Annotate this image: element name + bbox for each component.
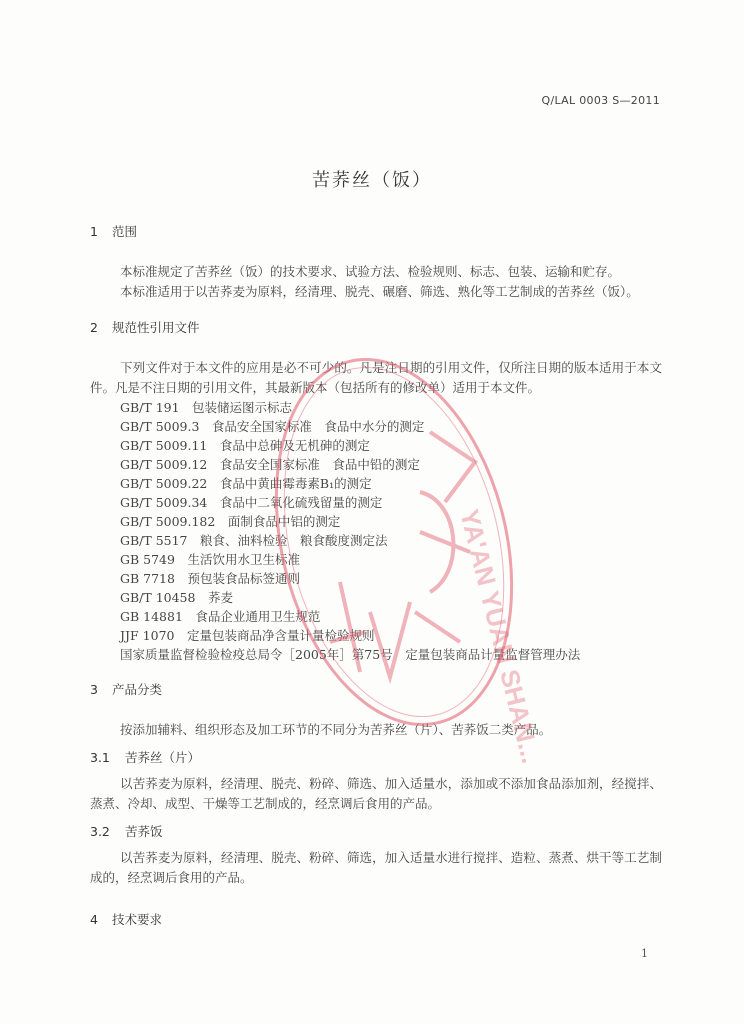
- reference-item: GB/T 5009.3 食品安全国家标准 食品中水分的测定: [120, 419, 425, 434]
- section-1-number: 1: [90, 224, 98, 239]
- section-2-heading: [90, 318, 662, 336]
- section-3-2-heading: [90, 822, 662, 840]
- reference-item: GB/T 5517 粮食、油料检验 粮食酸度测定法: [120, 533, 388, 548]
- section-3-2-text: 以苦荞麦为原料，经清理、脱壳、粉碎、筛选，加入适量水进行搅拌、造粒、蒸煮、烘干等工艺制成的，经烹调后食用的产品。: [90, 850, 662, 885]
- section-1-heading: [90, 222, 662, 240]
- reference-list: [90, 398, 662, 664]
- reference-item: GB 14881 食品企业通用卫生规范: [120, 609, 321, 624]
- standard-code: Q/LAL 0003 S—2011: [541, 94, 660, 107]
- section-3-1-text: 以苦荞麦为原料，经清理、脱壳、粉碎、筛选、加入适量水，添加或不添加食品添加剂，经搅拌、蒸煮、冷却、成型、干燥等工艺制成的，经烹调后食用的产品。: [90, 776, 662, 811]
- reference-item: GB/T 191 包装储运图示标志: [120, 400, 293, 415]
- reference-item: GB/T 5009.11 食品中总砷及无机砷的测定: [120, 438, 370, 453]
- stamp-text: YA'AN YUAN SHAN...: [454, 506, 547, 767]
- section-1-title: 范围: [112, 224, 138, 239]
- section-4-number: 4: [90, 912, 98, 927]
- section-3-number: 3: [90, 682, 98, 697]
- document-body: [90, 222, 662, 928]
- reference-item: GB/T 5009.182 面制食品中铝的测定: [120, 514, 341, 529]
- section-3-intro: 按添加辅料、组织形态及加工环节的不同分为苦荞丝（片）、苦荞饭二类产品。: [120, 722, 552, 737]
- section-3-title: 产品分类: [112, 682, 163, 697]
- section-3-2-title: 苦荞饭: [125, 824, 163, 839]
- section-2-number: 2: [90, 320, 98, 335]
- section-1-para-1: 本标准规定了苦荞丝（饭）的技术要求、试验方法、检验规则、标志、包装、运输和贮存。: [120, 264, 621, 279]
- reference-item: JJF 1070 定量包装商品净含量计量检验规则: [120, 628, 375, 643]
- section-3-1-title: 苦荞丝（片）: [125, 750, 201, 765]
- section-3-1-number: 3.1: [90, 750, 110, 765]
- reference-item: GB 7718 预包装食品标签通则: [120, 571, 300, 586]
- section-1-para-2: 本标准适用于以苦荞麦为原料，经清理、脱壳、碾磨、筛选、熟化等工艺制成的苦荞丝（饭）。: [120, 284, 639, 299]
- reference-item: GB 5749 生活饮用水卫生标准: [120, 552, 300, 567]
- section-4-title: 技术要求: [112, 912, 163, 927]
- document-title: 苦荞丝（饭）: [312, 170, 432, 191]
- reference-item: GB/T 5009.34 食品中二氧化硫残留量的测定: [120, 495, 383, 510]
- page-number: 1: [641, 947, 648, 960]
- section-4-heading: [90, 910, 662, 928]
- section-3-1-heading: [90, 748, 662, 766]
- section-2-title: 规范性引用文件: [112, 320, 200, 335]
- reference-item: GB/T 5009.22 食品中黄曲霉毒素B₁的测定: [120, 476, 372, 491]
- reference-item: GB/T 10458 荞麦: [120, 590, 233, 605]
- reference-item: GB/T 5009.12 食品安全国家标准 食品中铅的测定: [120, 457, 420, 472]
- section-3-heading: [90, 680, 662, 698]
- reference-item: 国家质量监督检验检疫总局令［2005年］第75号 定量包装商品计量监督管理办法: [120, 647, 581, 662]
- section-2-intro: 下列文件对于本文件的应用是必不可少的。凡是注日期的引用文件，仅所注日期的版本适用于本文件。凡是不注日期的引用文件，其最新版本（包括所有的修改单）适用于本文件。: [90, 360, 662, 395]
- section-3-2-number: 3.2: [90, 824, 110, 839]
